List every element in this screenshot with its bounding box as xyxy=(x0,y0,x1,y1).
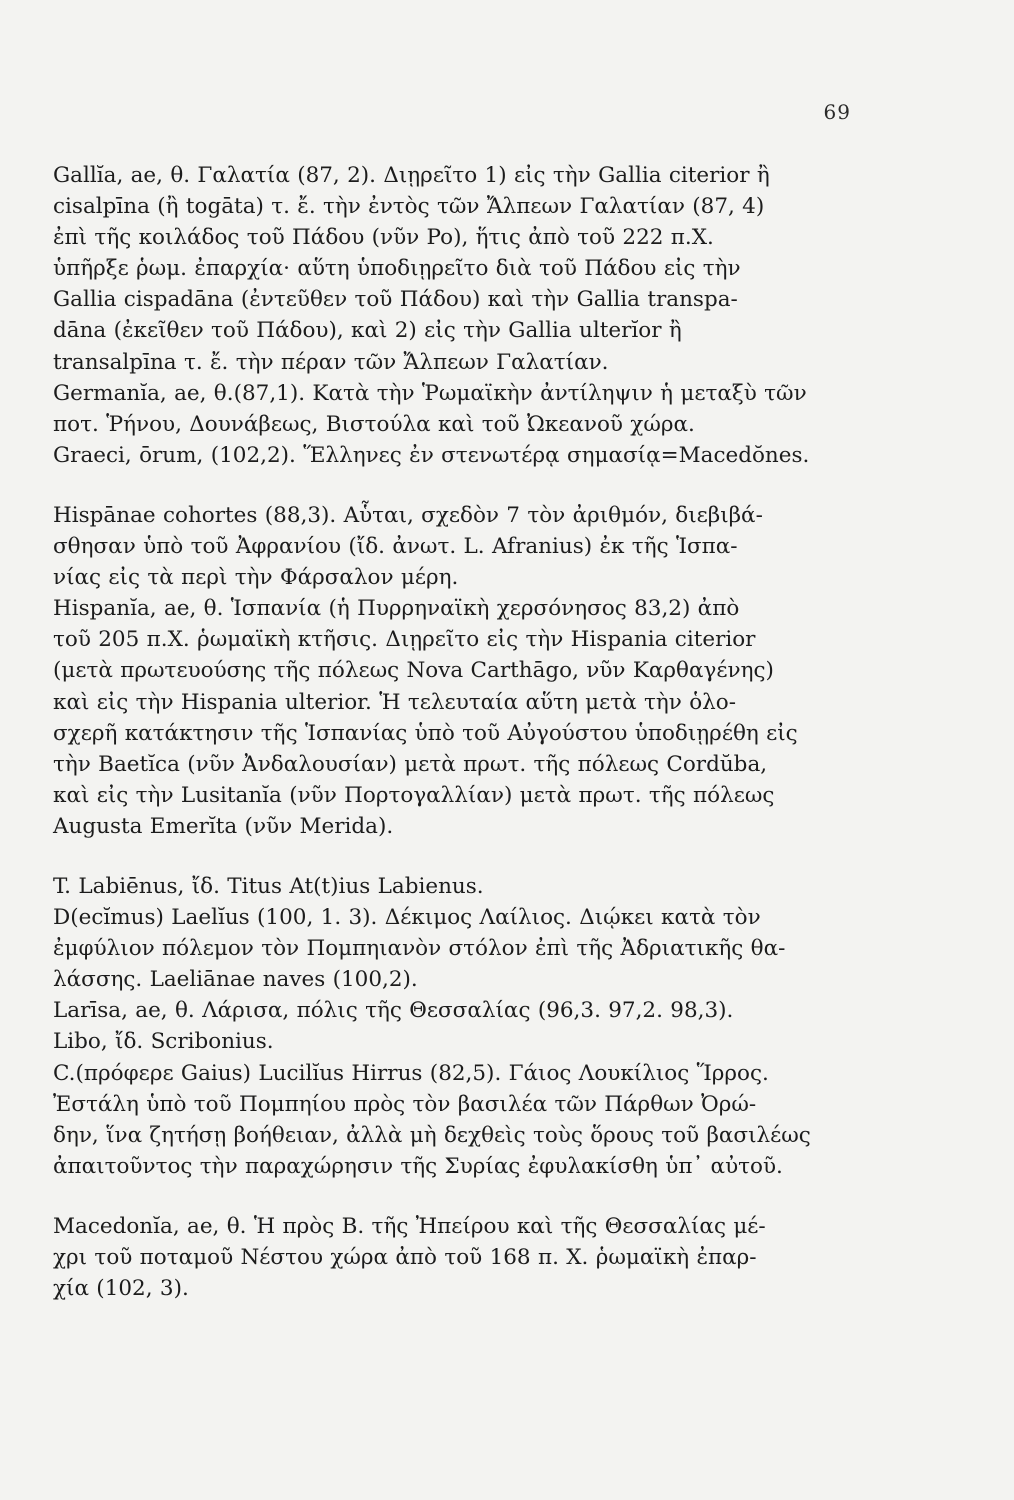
glossary-entry-hispanae-cohortes xyxy=(53,500,853,593)
glossary-entry-hispania xyxy=(53,593,853,842)
glossary-text xyxy=(53,160,853,1304)
entry-line: transalpīna τ. ἔ. τὴν πέραν τῶν Ἄλπεων Γαλατίαν. xyxy=(53,349,609,375)
glossary-entry-germania xyxy=(53,378,853,440)
entry-line: Augusta Emerĭta (νῦν Merida). xyxy=(53,813,394,839)
entry-line: καὶ εἰς τὴν Hispania ulterior. Ἡ τελευταία αὕτη μετὰ τὴν ὁλο- xyxy=(53,689,736,715)
entry-line: ἀπαιτοῦντος τὴν παραχώρησιν τῆς Συρίας ἐφυλακίσθη ὑπ᾽ αὐτοῦ. xyxy=(53,1153,783,1179)
entry-line: (μετὰ πρωτευούσης τῆς πόλεως Nova Carthāgo, νῦν Καρθαγένης) xyxy=(53,658,774,684)
entry-line: χρι τοῦ ποταμοῦ Νέστου χώρα ἀπὸ τοῦ 168 π. Χ. ῥωμαϊκὴ ἐπαρ- xyxy=(53,1245,757,1270)
entry-line: dāna (ἐκεῖθεν τοῦ Πάδου), καὶ 2) εἰς τὴν Gallia ulterĭor ἢ xyxy=(53,318,682,344)
entry-line: Gallĭa, ae, θ. Γαλατία (87, 2). Διῃρεῖτο 1) εἰς τὴν Gallia citerior ἢ xyxy=(53,163,770,188)
entry-line: Graeci, ōrum, (102,2). Ἕλληνες ἐν στενωτέρᾳ σημασίᾳ=Macedŏnes. xyxy=(53,442,810,468)
glossary-entry-macedonia xyxy=(53,1211,853,1304)
entry-line: Gallia cispadāna (ἐντεῦθεν τοῦ Πάδου) καὶ τὴν Gallia transpa- xyxy=(53,287,738,313)
entry-line: Germanĭa, ae, θ.(87,1). Κατὰ τὴν Ῥωμαϊκὴν ἀντίληψιν ἡ μεταξὺ τῶν xyxy=(53,380,807,406)
entry-line: Larīsa, ae, θ. Λάρισα, πόλις τῆς Θεσσαλίας (96,3. 97,2. 98,3). xyxy=(53,998,734,1024)
entry-line: ἐμφύλιον πόλεμον τὸν Πομπηιανὸν στόλον ἐπὶ τῆς Ἀδριατικῆς θα- xyxy=(53,936,786,962)
entry-line: D(ecĭmus) Laelĭus (100, 1. 3). Δέκιμος Λαίλιος. Διῴκει κατὰ τὸν xyxy=(53,905,761,931)
glossary-entry-libo xyxy=(53,1026,853,1057)
entry-line: cisalpīna (ἢ togāta) τ. ἔ. τὴν ἐντὸς τῶν Ἄλπεων Γαλατίαν (87, 4) xyxy=(53,194,765,220)
entry-line: σθησαν ὑπὸ τοῦ Ἀφρανίου (ἴδ. ἀνωτ. L. Afranius) ἐκ τῆς Ἱσπα- xyxy=(53,534,738,560)
entry-line: Hispānae cohortes (88,3). Αὗται, σχεδὸν 7 τὸν ἀριθμόν, διεβιβά- xyxy=(53,502,763,528)
page-number: 69 xyxy=(823,100,851,124)
entry-line: C.(πρόφερε Gaius) Lucilĭus Hirrus (82,5). Γάιος Λουκίλιος Ἵρρος. xyxy=(53,1060,769,1086)
glossary-entry-laelius xyxy=(53,902,853,995)
entry-line: λάσσης. Laeliānae naves (100,2). xyxy=(53,967,418,993)
entry-line: Ἐστάλη ὑπὸ τοῦ Πομπηίου πρὸς τὸν βασιλέα τῶν Πάρθων Ὀρώ- xyxy=(53,1091,757,1117)
entry-line: σχερῆ κατάκτησιν τῆς Ἱσπανίας ὑπὸ τοῦ Αὐγούστου ὑποδιῃρέθη εἰς xyxy=(53,720,798,746)
entry-line: ἐπὶ τῆς κοιλάδος τοῦ Πάδου (νῦν Po), ἥτις ἀπὸ τοῦ 222 π.Χ. xyxy=(53,225,714,251)
entry-line: Libo, ἴδ. Scribonius. xyxy=(53,1029,274,1055)
entry-line: τὴν Baetĭca (νῦν Ἀνδαλουσίαν) μετὰ πρωτ. τῆς πόλεως Cordŭba, xyxy=(53,751,768,777)
glossary-entry-larisa xyxy=(53,995,853,1026)
entry-line: δην, ἵνα ζητήσῃ βοήθειαν, ἀλλὰ μὴ δεχθεὶς τοὺς ὅρους τοῦ βασιλέως xyxy=(53,1122,811,1148)
glossary-entry-graeci xyxy=(53,440,853,471)
glossary-entry-labienus xyxy=(53,871,853,902)
entry-line: τοῦ 205 π.Χ. ῥωμαϊκὴ κτῆσις. Διῃρεῖτο εἰς τὴν Hispania citerior xyxy=(53,627,756,653)
glossary-entry-lucilius xyxy=(53,1058,853,1182)
entry-line: νίας εἰς τὰ περὶ τὴν Φάρσαλον μέρη. xyxy=(53,565,459,591)
entry-line: T. Labiēnus, ἴδ. Titus At(t)ius Labienus. xyxy=(53,873,484,899)
glossary-entry-gallia xyxy=(53,160,853,378)
entry-line: καὶ εἰς τὴν Lusitanĭa (νῦν Πορτογαλλίαν) μετὰ πρωτ. τῆς πόλεως xyxy=(53,782,775,808)
entry-line: Hispanĭa, ae, θ. Ἱσπανία (ἡ Πυρρηναϊκὴ χερσόνησος 83,2) ἀπὸ xyxy=(53,596,740,622)
entry-line: χία (102, 3). xyxy=(53,1276,189,1302)
entry-line: ὑπῆρξε ῥωμ. ἐπαρχία· αὕτη ὑποδιῃρεῖτο διὰ τοῦ Πάδου εἰς τὴν xyxy=(53,256,741,282)
entry-line: Macedonĭa, ae, θ. Ἡ πρὸς Β. τῆς Ἠπείρου καὶ τῆς Θεσσαλίας μέ- xyxy=(53,1213,766,1239)
entry-line: ποτ. Ῥήνου, Δουνάβεως, Βιστούλα καὶ τοῦ Ὠκεανοῦ χώρα. xyxy=(53,411,695,437)
